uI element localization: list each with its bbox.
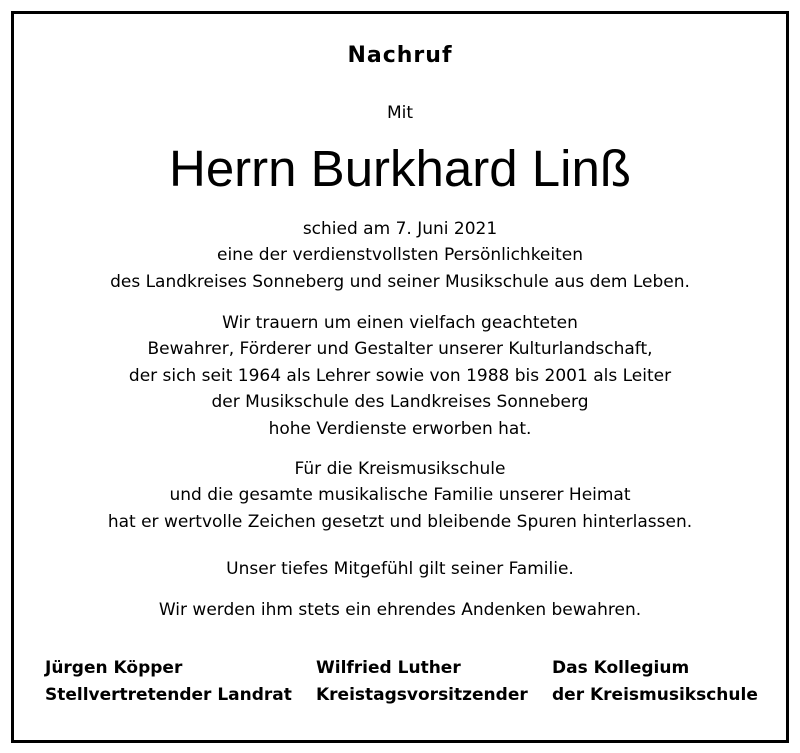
text-line: hohe Verdienste erworben hat. — [268, 418, 532, 439]
signatory-role: der Kreismusikschule — [552, 685, 758, 705]
signatory-name: Wilfried Luther — [316, 658, 461, 678]
text-line: der Musikschule des Landkreises Sonneberg — [211, 392, 589, 413]
text-line: Wir trauern um einen vielfach geachteten — [222, 313, 578, 333]
text-line: Für die Kreismusikschule — [294, 459, 506, 479]
text-line: des Landkreises Sonneberg und seiner Musikschule aus dem Leben. — [110, 271, 690, 292]
text-line: der sich seit 1964 als Lehrer sowie von 1988 bis 2001 als Leiter — [128, 365, 672, 386]
paragraph-mourning — [0, 310, 800, 442]
text-line: und die gesamte musikalische Familie unserer Heimat — [169, 485, 631, 506]
signatory-role: Stellvertretender Landrat — [45, 685, 292, 705]
paragraph-legacy — [0, 456, 800, 535]
signatory-name: Das Kollegium — [552, 658, 690, 678]
signatory-role: Kreistagsvorsitzender — [316, 685, 528, 705]
text-line: schied am 7. Juni 2021 — [302, 219, 498, 239]
paragraph-passing — [0, 216, 800, 295]
text-line: eine der verdienstvollsten Persönlichkeiten — [216, 245, 584, 266]
text-line: Bewahrer, Förderer und Gestalter unserer Kulturlandschaft, — [147, 339, 653, 360]
intro-word: Mit — [386, 103, 414, 123]
obituary-title: Nachruf — [347, 43, 453, 68]
signature-kreistag — [316, 655, 528, 709]
text-line: Unser tiefes Mitgefühl gilt seiner Familie. — [226, 559, 574, 579]
deceased-name: Herrn Burkhard Linß — [168, 140, 631, 197]
signatory-name: Jürgen Köpper — [45, 658, 183, 678]
text-line: Wir werden ihm stets ein ehrendes Andenken bewahren. — [158, 600, 642, 620]
text-line: hat er wertvolle Zeichen gesetzt und bleibende Spuren hinterlassen. — [107, 511, 693, 532]
paragraph-condolence — [0, 556, 800, 582]
paragraph-remembrance — [0, 597, 800, 623]
signature-kollegium — [552, 655, 758, 709]
signature-landrat — [45, 655, 292, 709]
